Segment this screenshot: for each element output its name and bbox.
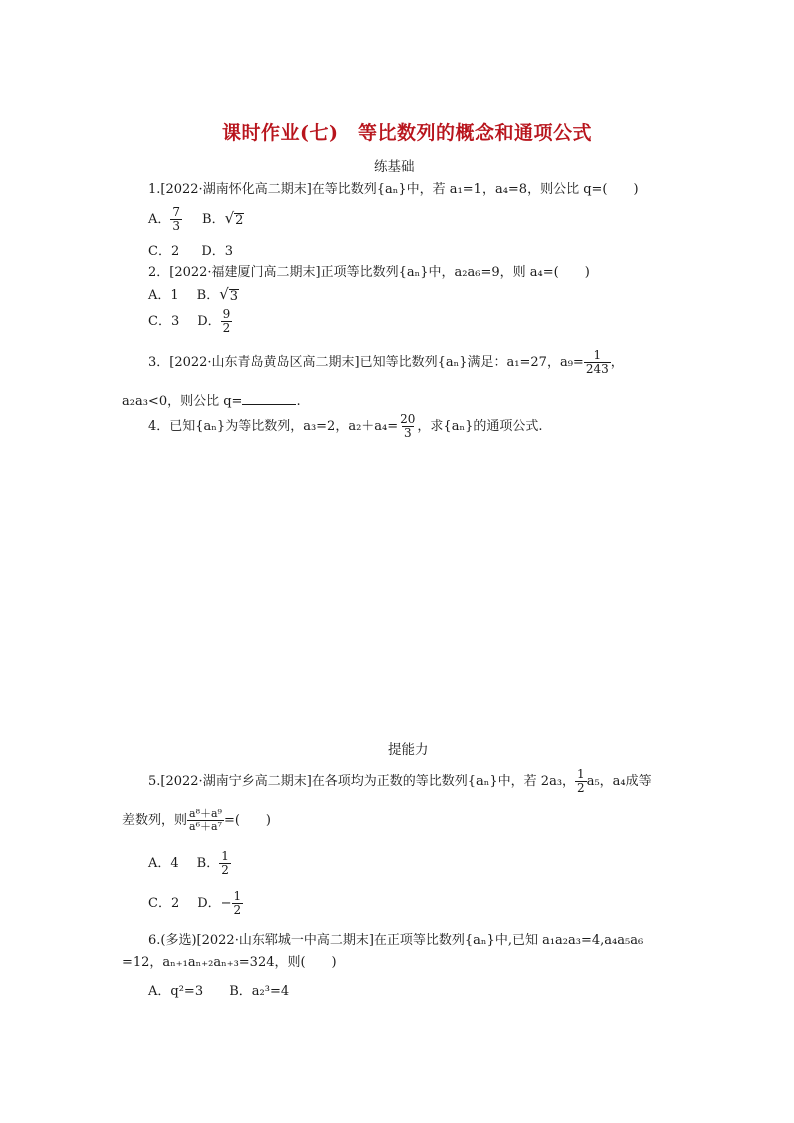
section-basic: 练基础 [374,159,415,175]
q1-option-b-radicand: 2 [235,213,244,229]
q2-option-d-fraction [221,308,233,334]
q5-big-fraction [187,808,224,832]
q5-half-fraction [575,768,587,794]
question-6-options-ab [148,985,289,998]
question-2-options-cd [148,308,232,334]
q1-option-b-label: B． [202,211,225,227]
q1-option-a-numerator: 7 [172,205,181,219]
q2-option-d-numerator: 9 [222,307,231,321]
q5-line2-a: 差数列，则 [122,812,188,828]
question-6-line-1: 6.(多选)[2022·山东郓城一中高二期末]在正项等比数列{aₙ}中,已知 a₁a₂a₃=4,a₄a₅a₆ [148,933,644,948]
question-5-line-2 [122,808,271,832]
q5-big-denominator: a⁶＋a⁷ [189,819,222,833]
q5-half-numerator: 1 [577,767,585,781]
q1-option-a-label: A． [148,211,171,227]
q5-option-d-numerator: 1 [233,889,242,903]
q5-option-d-fraction [232,890,244,916]
q5-stem-a: 5.[2022·湖南宁乡高二期末]在各项均为正数的等比数列{aₙ}中，若 2a₃， [148,773,576,789]
question-1-options-cd [148,245,233,258]
q2-option-d-label: D． [197,313,221,329]
sqrt-icon: √ [219,285,229,303]
q6-option-a: A．q²=3 [148,984,204,999]
q3-continuation: a₂a₃<0，则公比 q= [122,394,243,409]
q3-denominator: 243 [585,361,609,376]
q3-fraction [584,349,611,375]
q5-option-a: A．4 [148,855,179,871]
q3-comma: ， [610,354,624,370]
q5-half-denominator: 2 [577,780,585,795]
question-2-stem: 2．[2022·福建厦门高二期末]正项等比数列{aₙ}中，a₂a₆=9，则 a₄=( ) [148,265,590,280]
q1-option-a-fraction [170,206,182,232]
q1-option-d: D．3 [201,244,234,259]
sqrt-icon: √ [224,209,235,228]
q2-option-c: C．3 [148,313,180,329]
q6-option-b: B．a₂³=4 [229,984,290,999]
question-5-options-cd [148,890,243,916]
q3-stem: 3．[2022·山东青岛黄岛区高二期末]已知等比数列{aₙ}满足：a₁=27，a₉= [148,354,584,370]
q4-numerator: 20 [400,412,416,426]
q2-option-b-radicand: 3 [229,289,239,304]
q1-option-b-sqrt [225,211,245,227]
q5-option-b-label: B． [196,855,220,871]
q4-denominator: 3 [403,425,412,440]
question-1-options-ab [148,206,244,232]
q4-stem-a: 4．已知{aₙ}为等比数列，a₃=2，a₂＋a₄= [148,418,399,434]
q5-line2-b: =( ) [223,812,271,828]
q4-fraction [398,413,417,439]
q1-option-c: C．2 [148,244,180,259]
q5-big-numerator: a⁸＋a⁹ [189,807,222,820]
q2-option-a: A．1 [148,287,179,303]
q5-option-b-numerator: 1 [221,849,229,863]
q5-option-b-denominator: 2 [221,862,229,877]
q5-option-c: C．2 [148,895,180,911]
q4-stem-b: ，求{aₙ}的通项公式. [417,418,543,434]
q3-answer-blank[interactable] [242,392,296,405]
question-5-options-ab [148,850,231,876]
question-3-line-1 [148,349,624,375]
section-advanced: 提能力 [388,742,429,758]
q2-option-b-sqrt [219,287,239,303]
page-title: 课时作业(七) 等比数列的概念和通项公式 [222,122,592,144]
question-1-stem: 1.[2022·湖南怀化高二期末]在等比数列{aₙ}中，若 a₁=1，a₄=8，则公比 q=( ) [148,182,639,197]
q1-option-a-denominator: 3 [172,218,181,233]
q2-option-d-denominator: 2 [222,320,231,335]
q3-numerator: 1 [593,348,602,362]
q3-period: . [296,394,301,409]
question-6-line-2: =12，aₙ₊₁aₙ₊₂aₙ₊₃=324，则( ) [122,955,337,970]
q5-option-d-label: D．− [197,895,232,911]
q5-option-d-denominator: 2 [233,902,242,917]
question-2-options-ab [148,287,239,303]
q5-stem-b: a₅，a₄成等 [586,773,652,789]
question-3-line-2 [122,392,301,408]
q2-option-b-label: B． [196,287,220,303]
question-4 [148,413,542,439]
question-5-line-1 [148,768,652,794]
q5-option-b-fraction [219,850,231,876]
